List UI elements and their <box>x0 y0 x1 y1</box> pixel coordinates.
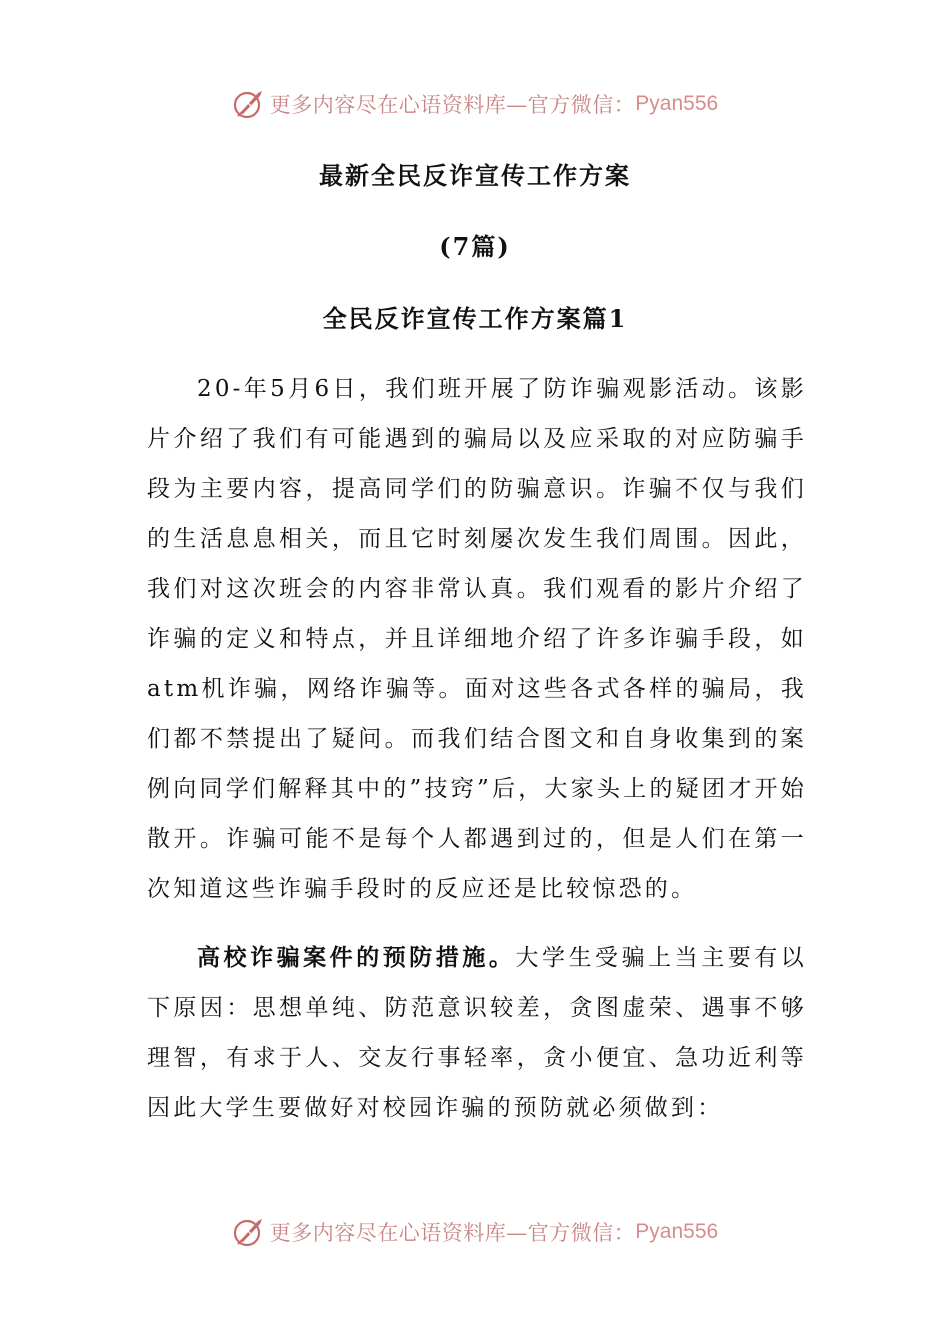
paragraph-2-lead: 高校诈骗案件的预防措施。 <box>197 944 516 971</box>
quill-logo-icon <box>232 87 266 121</box>
paragraph-2-rest: 大学生受骗上当主要有以下原因：思想单纯、防范意识较差，贪图虚荣、遇事不够理智，有求于人、交友行事轻率，贪小便宜、急功近利等因此大学生要做好对校园诈骗的预防就必须做到： <box>147 945 807 1121</box>
watermark-footer <box>0 1212 950 1252</box>
quill-logo-icon <box>232 1215 266 1249</box>
watermark-site-text: 更多内容尽在心语资料库—官方微信： <box>269 93 636 117</box>
watermark-site-text: 更多内容尽在心语资料库—官方微信： <box>269 1221 636 1245</box>
paragraph-1: 20-年5月6日，我们班开展了防诈骗观影活动。该影片介绍了我们有可能遇到的骗局以及应采取的对应防骗手段为主要内容，提高同学们的防骗意识。诈骗不仅与我们的生活息息相关，而且它时刻屡次发生我们周围。因此，我们对这次班会的内容非常认真。我们观看的影片介绍了诈骗的定义和特点，并且详细地介绍了许多诈骗手段，如atm机诈骗，网络诈骗等。面对这些各式各样的骗局，我们都不禁提出了疑问。而我们结合图文和自身收集到的案例向同学们解释其中的”技窍”后，大家头上的疑团才开始散开。诈骗可能不是每个人都遇到过的，但是人们在第一次知道这些诈骗手段时的反应还是比较惊恐的。 <box>147 376 807 902</box>
article-count: (7篇) <box>439 232 511 261</box>
paragraph-2 <box>147 933 807 1133</box>
watermark-wechat-id: Pyan556 <box>635 92 719 115</box>
watermark-wechat-id: Pyan556 <box>635 1220 719 1243</box>
main-title: 最新全民反诈宣传工作方案 <box>319 161 631 190</box>
watermark-header <box>0 84 950 124</box>
section-title: 全民反诈宣传工作方案篇1 <box>322 304 628 333</box>
